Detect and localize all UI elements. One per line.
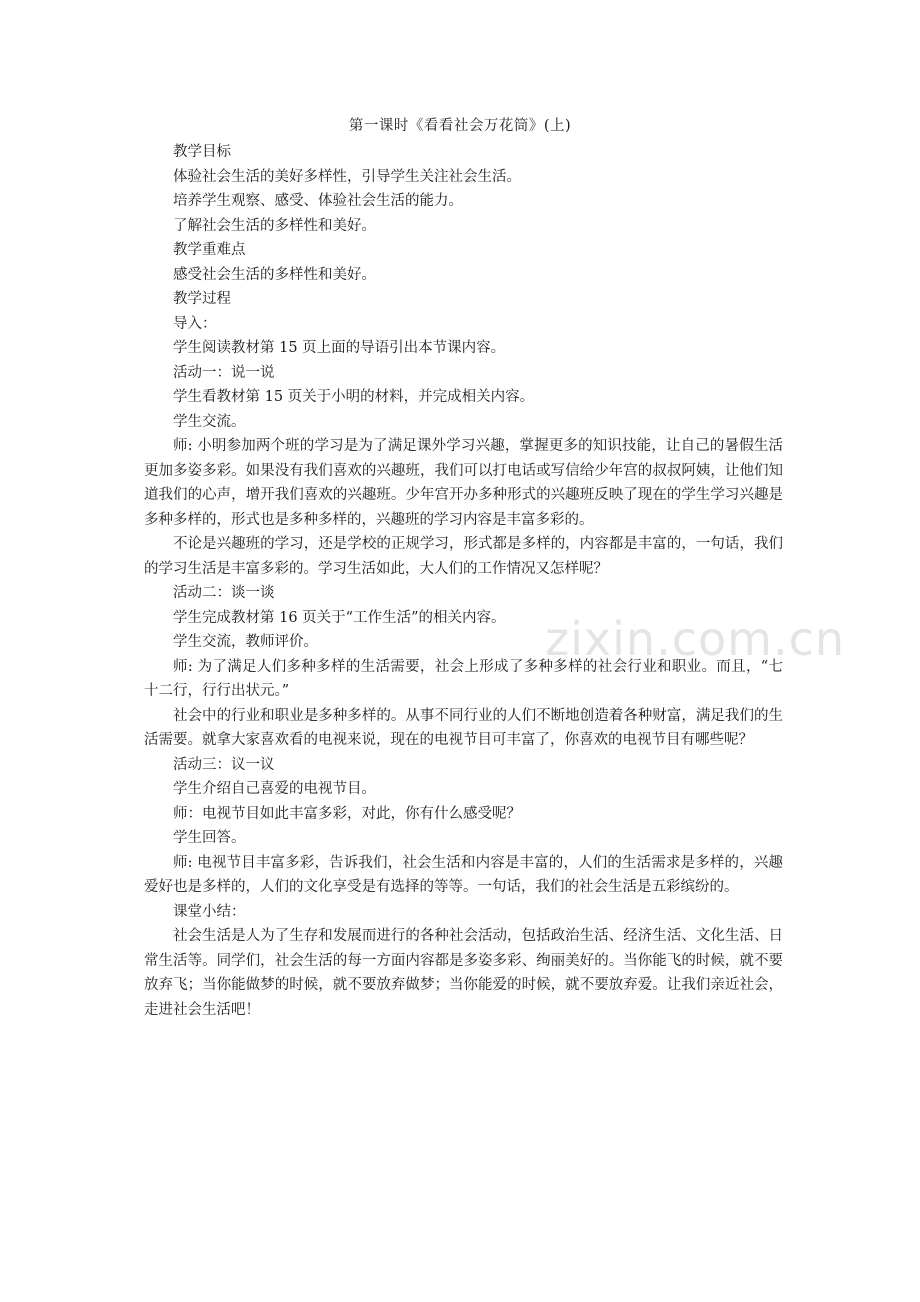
paragraph: 师: 小明参加两个班的学习是为了满足课外学习兴趣，掌握更多的知识技能，让自己的暑假生活更加多姿多彩。如果没有我们喜欢的兴趣班，我们可以打电话或写信给少年宫的叔叔阿姨，让他们知道我们的心声，增开我们喜欢的兴趣班。少年宫开办多种形式的兴趣班反映了现在的学生学习兴趣是多种多样的，形式也是多种多样的，兴趣班的学习内容是丰富多彩的。 [144,438,783,528]
paragraph: 导入： [173,315,217,332]
watermark: zixin.com.cn [545,612,846,666]
paragraph: 师：电视节目如此丰富多彩，对此，你有什么感受呢？ [173,805,521,822]
paragraph: 学生完成教材第 16 页关于“工作生活”的相关内容。 [173,609,506,626]
paragraph: 教学重难点 [173,242,246,258]
paragraph: 活动二：谈一谈 [173,585,275,601]
paragraph: 培养学生观察、感受、体验社会生活的能力。 [173,193,463,209]
paragraph: 活动三：议一议 [173,756,275,773]
paragraph: 了解社会生活的多样性和美好。 [173,217,376,234]
paragraph: 学生交流，教师评价。 [173,634,318,650]
document-title: 第一课时《看看社会万花筒》(上) [348,118,572,134]
paragraph: 师: 为了满足人们多种多样的生活需要，社会上形成了多种多样的社会行业和职业。而且，“七十二行，行行出状元。” [144,658,783,699]
paragraph: 课堂小结： [173,903,246,920]
paragraph: 学生介绍自己喜爱的电视节目。 [173,781,376,797]
paragraph: 活动一：说一说 [173,364,275,381]
paragraph: 师: 电视节目丰富多彩，告诉我们，社会生活和内容是丰富的，人们的生活需求是多样的，兴趣爱好也是多样的，人们的文化享受是有选择的等等。一句话，我们的社会生活是五彩缤纷的。 [144,854,783,895]
paragraph: 社会中的行业和职业是多种多样的。从事不同行业的人们不断地创造着各种财富，满足我们的生活需要。就拿大家喜欢看的电视来说，现在的电视节目可丰富了，你喜欢的电视节目有哪些呢？ [144,707,783,748]
paragraph: 教学目标 [173,144,231,160]
paragraph: 学生看教材第 15 页关于小明的材料，并完成相关内容。 [173,389,535,405]
paragraph: 不论是兴趣班的学习，还是学校的正规学习，形式都是多样的，内容都是丰富的，一句话，我们的学习生活是丰富多彩的。学习生活如此，大人们的工作情况又怎样呢？ [144,536,783,577]
paragraph: 感受社会生活的多样性和美好。 [173,266,376,283]
paragraph: 学生交流。 [173,413,246,430]
paragraph: 学生回答。 [173,830,246,846]
paragraph: 学生阅读教材第 15 页上面的导语引出本节课内容。 [173,340,506,356]
document-body [144,140,783,1022]
paragraph: 社会生活是人为了生存和发展而进行的各种社会活动，包括政治生活、经济生活、文化生活、日常生活等。同学们，社会生活的每一方面内容都是多姿多彩、绚丽美好的。当你能飞的时候，就不要放弃飞；当你能做梦的时候，就不要放弃做梦；当你能爱的时候，就不要放弃爱。让我们亲近社会，走进社会生活吧！ [144,928,783,1018]
paragraph: 体验社会生活的美好多样性，引导学生关注社会生活。 [173,168,521,185]
paragraph: 教学过程 [173,291,231,307]
